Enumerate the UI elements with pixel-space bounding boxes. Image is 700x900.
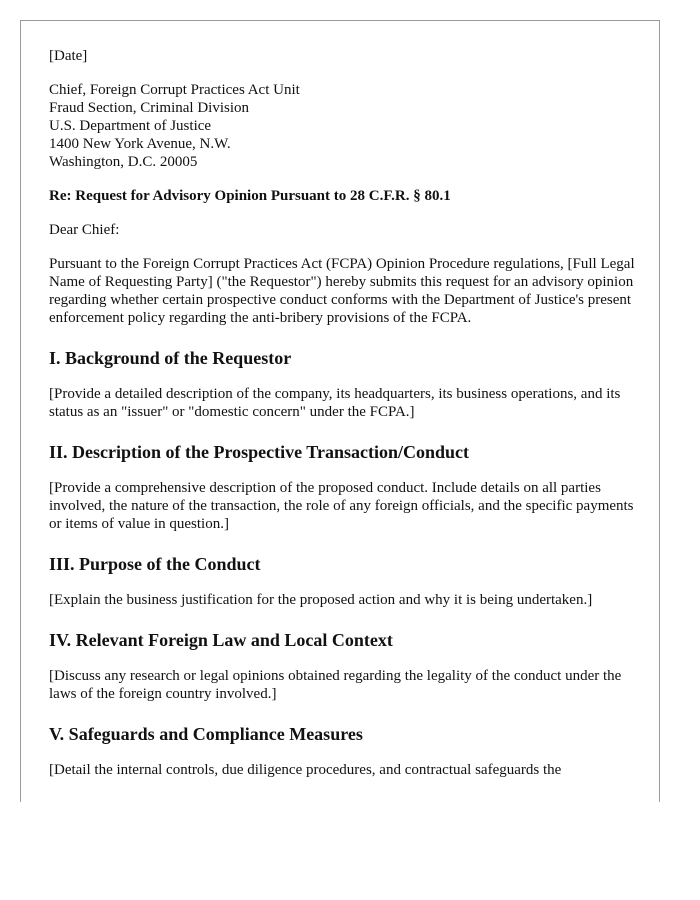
intro-paragraph: Pursuant to the Foreign Corrupt Practices Act (FCPA) Opinion Procedure regulations, [Full Legal Name of Requesting Party] ("the Requestor") hereby submits this request for an advisory opinion regarding whether certain prospective conduct conforms with the Department of Justice's present enforcement policy regarding the anti-bribery provisions of the FCPA. [49,256,635,326]
section-heading: IV. Relevant Foreign Law and Local Context [49,630,393,650]
salutation: Dear Chief: [49,222,120,238]
section-heading: II. Description of the Prospective Transaction/Conduct [49,442,469,462]
letter-page [20,20,660,802]
section-heading: III. Purpose of the Conduct [49,554,261,574]
recipient-line: 1400 New York Avenue, N.W. [49,136,231,152]
subject-line: Re: Request for Advisory Opinion Pursuant to 28 C.F.R. § 80.1 [49,188,451,204]
section-body: [Provide a comprehensive description of the proposed conduct. Include details on all parties involved, the nature of the transaction, the role of any foreign officials, and the specific payments or items of value in question.] [49,480,634,532]
section-heading: V. Safeguards and Compliance Measures [49,724,363,744]
section-body: [Discuss any research or legal opinions obtained regarding the legality of the conduct under the laws of the foreign country involved.] [49,668,622,702]
letter-content [49,47,639,779]
section-body: [Explain the business justification for the proposed action and why it is being undertaken.] [49,592,593,608]
section-body: [Provide a detailed description of the company, its headquarters, its business operations, and its status as an "issuer" or "domestic concern" under the FCPA.] [49,386,621,420]
letter-date: [Date] [49,48,88,64]
section-heading: I. Background of the Requestor [49,348,292,368]
recipient-address [49,81,639,171]
recipient-line: Fraud Section, Criminal Division [49,100,249,116]
recipient-line: Chief, Foreign Corrupt Practices Act Unit [49,82,300,98]
recipient-line: U.S. Department of Justice [49,118,212,134]
section-body: [Detail the internal controls, due diligence procedures, and contractual safeguards the [49,762,562,778]
recipient-line: Washington, D.C. 20005 [49,154,198,170]
